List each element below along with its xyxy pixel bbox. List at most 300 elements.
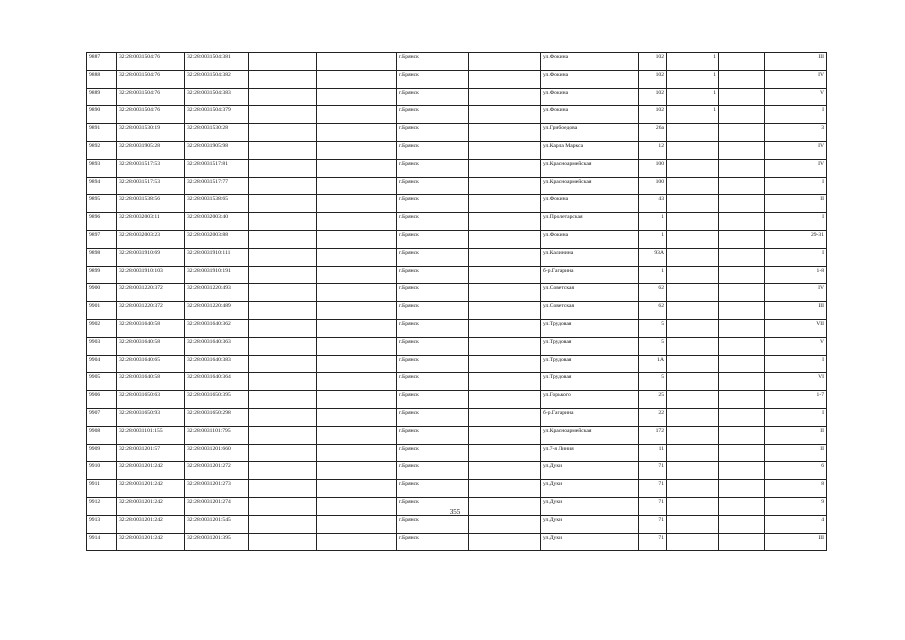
cadastral-number: 32:28:0031504:381 xyxy=(185,53,249,71)
cadastral-number: 32:28:0032003:40 xyxy=(185,213,249,231)
table-row xyxy=(87,230,827,248)
cadastral-number-parent: 32:28:0031201:242 xyxy=(117,497,185,515)
empty-cell xyxy=(469,141,541,159)
street-cell: ул.Фокина xyxy=(541,88,639,106)
empty-cell xyxy=(469,497,541,515)
table-body xyxy=(87,53,827,551)
registry-table xyxy=(86,52,827,551)
house-number-cell: 71 xyxy=(639,533,667,551)
street-cell: ул.Фокина xyxy=(541,106,639,124)
page-number: 355 xyxy=(449,508,461,516)
city-cell: г.Брянск xyxy=(397,462,469,480)
house-number-cell: 102 xyxy=(639,88,667,106)
cadastral-number-parent: 32:28:0031201:242 xyxy=(117,480,185,498)
cadastral-number: 32:28:0031530:28 xyxy=(185,124,249,142)
street-cell: ул.Дуки xyxy=(541,480,639,498)
table-row xyxy=(87,373,827,391)
street-cell: ул.Горького xyxy=(541,391,639,409)
table-row xyxy=(87,319,827,337)
empty-cell xyxy=(317,497,397,515)
count-cell xyxy=(667,462,719,480)
street-cell: ул.Красноармейская xyxy=(541,426,639,444)
room-number-cell: 1-8 xyxy=(765,266,827,284)
city-cell: г.Брянск xyxy=(397,124,469,142)
row-number: 9901 xyxy=(87,302,117,320)
row-number: 9909 xyxy=(87,444,117,462)
city-cell: г.Брянск xyxy=(397,88,469,106)
empty-cell xyxy=(469,53,541,71)
room-number-cell: 4 xyxy=(765,515,827,533)
empty-cell xyxy=(719,355,765,373)
cadastral-number: 32:28:0031905:98 xyxy=(185,141,249,159)
city-cell: г.Брянск xyxy=(397,106,469,124)
empty-cell xyxy=(719,248,765,266)
empty-cell xyxy=(249,70,317,88)
cadastral-number: 32:28:0031504:382 xyxy=(185,70,249,88)
empty-cell xyxy=(249,230,317,248)
empty-cell xyxy=(249,533,317,551)
empty-cell xyxy=(719,70,765,88)
house-number-cell: 100 xyxy=(639,177,667,195)
empty-cell xyxy=(317,319,397,337)
cadastral-number: 32:28:0031640:362 xyxy=(185,319,249,337)
room-number-cell: I xyxy=(765,177,827,195)
empty-cell xyxy=(317,408,397,426)
cadastral-number: 32:28:0031220:489 xyxy=(185,302,249,320)
street-cell: б-р.Гагарина xyxy=(541,408,639,426)
empty-cell xyxy=(719,515,765,533)
cadastral-number-parent: 32:28:0031530:19 xyxy=(117,124,185,142)
city-cell: г.Брянск xyxy=(397,533,469,551)
room-number-cell: II xyxy=(765,426,827,444)
empty-cell xyxy=(317,53,397,71)
row-number: 9888 xyxy=(87,70,117,88)
cadastral-number: 32:28:0031201:274 xyxy=(185,497,249,515)
table-row xyxy=(87,124,827,142)
count-cell xyxy=(667,248,719,266)
cadastral-number: 32:28:0031640:383 xyxy=(185,355,249,373)
empty-cell xyxy=(719,266,765,284)
count-cell xyxy=(667,141,719,159)
empty-cell xyxy=(249,159,317,177)
cadastral-number: 32:28:0031201:395 xyxy=(185,533,249,551)
cadastral-number: 32:28:0031201:660 xyxy=(185,444,249,462)
house-number-cell: 100 xyxy=(639,159,667,177)
room-number-cell: IV xyxy=(765,141,827,159)
cadastral-number: 32:28:0031201:272 xyxy=(185,462,249,480)
street-cell: б-р.Гагарина xyxy=(541,266,639,284)
city-cell: г.Брянск xyxy=(397,284,469,302)
empty-cell xyxy=(249,88,317,106)
house-number-cell: 71 xyxy=(639,515,667,533)
row-number: 9897 xyxy=(87,230,117,248)
cadastral-number-parent: 32:28:0031504:76 xyxy=(117,53,185,71)
table-row xyxy=(87,195,827,213)
table-row xyxy=(87,462,827,480)
street-cell: ул.Фокина xyxy=(541,53,639,71)
house-number-cell: 11 xyxy=(639,444,667,462)
house-number-cell: 1А xyxy=(639,355,667,373)
empty-cell xyxy=(719,159,765,177)
table-row xyxy=(87,159,827,177)
table-row xyxy=(87,177,827,195)
house-number-cell: 62 xyxy=(639,302,667,320)
empty-cell xyxy=(249,515,317,533)
row-number: 9893 xyxy=(87,159,117,177)
house-number-cell: 71 xyxy=(639,497,667,515)
house-number-cell: 172 xyxy=(639,426,667,444)
street-cell: ул.Красноармейская xyxy=(541,177,639,195)
cadastral-number-parent: 32:28:0031905:28 xyxy=(117,141,185,159)
count-cell xyxy=(667,124,719,142)
row-number: 9902 xyxy=(87,319,117,337)
table-row xyxy=(87,337,827,355)
street-cell: ул.Дуки xyxy=(541,497,639,515)
street-cell: ул.Фокина xyxy=(541,230,639,248)
cadastral-number: 32:28:0031201:273 xyxy=(185,480,249,498)
house-number-cell: 22 xyxy=(639,408,667,426)
row-number: 9898 xyxy=(87,248,117,266)
empty-cell xyxy=(719,319,765,337)
cadastral-number: 32:28:0031517:81 xyxy=(185,159,249,177)
room-number-cell: I xyxy=(765,355,827,373)
count-cell xyxy=(667,284,719,302)
empty-cell xyxy=(469,355,541,373)
empty-cell xyxy=(469,177,541,195)
cadastral-number: 32:28:0031517:77 xyxy=(185,177,249,195)
empty-cell xyxy=(719,195,765,213)
empty-cell xyxy=(719,53,765,71)
empty-cell xyxy=(719,124,765,142)
street-cell: ул.Пролетарская xyxy=(541,213,639,231)
empty-cell xyxy=(469,70,541,88)
house-number-cell: 71 xyxy=(639,480,667,498)
cadastral-number-parent: 32:28:0031517:53 xyxy=(117,177,185,195)
house-number-cell: 5 xyxy=(639,319,667,337)
count-cell xyxy=(667,373,719,391)
empty-cell xyxy=(469,373,541,391)
count-cell: 1 xyxy=(667,106,719,124)
row-number: 9911 xyxy=(87,480,117,498)
count-cell xyxy=(667,426,719,444)
table-row xyxy=(87,302,827,320)
cadastral-number-parent: 32:28:0032003:11 xyxy=(117,213,185,231)
cadastral-number-parent: 32:28:0031640:58 xyxy=(117,337,185,355)
row-number: 9906 xyxy=(87,391,117,409)
cadastral-number-parent: 32:28:0031517:53 xyxy=(117,159,185,177)
house-number-cell: 25 xyxy=(639,391,667,409)
count-cell: 1 xyxy=(667,88,719,106)
empty-cell xyxy=(469,106,541,124)
empty-cell xyxy=(469,248,541,266)
city-cell: г.Брянск xyxy=(397,248,469,266)
table-row xyxy=(87,355,827,373)
count-cell: 1 xyxy=(667,70,719,88)
empty-cell xyxy=(249,53,317,71)
empty-cell xyxy=(317,373,397,391)
empty-cell xyxy=(317,266,397,284)
empty-cell xyxy=(469,124,541,142)
street-cell: ул.Трудовая xyxy=(541,319,639,337)
street-cell: ул.Красноармейская xyxy=(541,159,639,177)
table-row xyxy=(87,426,827,444)
cadastral-number: 32:28:0031910:111 xyxy=(185,248,249,266)
street-cell: ул.Трудовая xyxy=(541,355,639,373)
street-cell: ул.7-я Линия xyxy=(541,444,639,462)
table-row xyxy=(87,284,827,302)
empty-cell xyxy=(469,480,541,498)
room-number-cell: I xyxy=(765,213,827,231)
cadastral-number-parent: 32:28:0031101:155 xyxy=(117,426,185,444)
cadastral-number-parent: 32:28:0031504:76 xyxy=(117,106,185,124)
empty-cell xyxy=(469,391,541,409)
house-number-cell: 1 xyxy=(639,266,667,284)
table-row xyxy=(87,88,827,106)
city-cell: г.Брянск xyxy=(397,177,469,195)
cadastral-number-parent: 32:28:0031640:65 xyxy=(117,355,185,373)
empty-cell xyxy=(317,462,397,480)
city-cell: г.Брянск xyxy=(397,426,469,444)
count-cell xyxy=(667,266,719,284)
street-cell: ул.Фокина xyxy=(541,195,639,213)
house-number-cell: 93А xyxy=(639,248,667,266)
empty-cell xyxy=(719,213,765,231)
cadastral-number: 32:28:0031538:65 xyxy=(185,195,249,213)
room-number-cell: IV xyxy=(765,284,827,302)
empty-cell xyxy=(317,124,397,142)
street-cell: ул.Карла Маркса xyxy=(541,141,639,159)
count-cell xyxy=(667,177,719,195)
empty-cell xyxy=(469,515,541,533)
empty-cell xyxy=(719,337,765,355)
cadastral-number-parent: 32:28:0031504:76 xyxy=(117,88,185,106)
count-cell xyxy=(667,302,719,320)
row-number: 9903 xyxy=(87,337,117,355)
empty-cell xyxy=(317,355,397,373)
cadastral-number: 32:28:0031640:363 xyxy=(185,337,249,355)
street-cell: ул.Советская xyxy=(541,302,639,320)
street-cell: ул.Советская xyxy=(541,284,639,302)
empty-cell xyxy=(719,106,765,124)
city-cell: г.Брянск xyxy=(397,195,469,213)
house-number-cell: 26а xyxy=(639,124,667,142)
street-cell: ул.Грибоедова xyxy=(541,124,639,142)
empty-cell xyxy=(317,337,397,355)
row-number: 9892 xyxy=(87,141,117,159)
table-row xyxy=(87,266,827,284)
cadastral-number-parent: 32:28:0031640:58 xyxy=(117,373,185,391)
cadastral-number-parent: 32:28:0031538:56 xyxy=(117,195,185,213)
city-cell: г.Брянск xyxy=(397,70,469,88)
empty-cell xyxy=(317,480,397,498)
empty-cell xyxy=(249,284,317,302)
table-row xyxy=(87,408,827,426)
empty-cell xyxy=(469,337,541,355)
cadastral-number: 32:28:0031910:191 xyxy=(185,266,249,284)
table-row xyxy=(87,480,827,498)
count-cell xyxy=(667,480,719,498)
empty-cell xyxy=(317,88,397,106)
cadastral-number: 32:28:0031504:379 xyxy=(185,106,249,124)
empty-cell xyxy=(719,533,765,551)
row-number: 9896 xyxy=(87,213,117,231)
house-number-cell: 43 xyxy=(639,195,667,213)
house-number-cell: 5 xyxy=(639,373,667,391)
empty-cell xyxy=(317,141,397,159)
city-cell: г.Брянск xyxy=(397,141,469,159)
empty-cell xyxy=(719,230,765,248)
empty-cell xyxy=(249,124,317,142)
street-cell: ул.Фокина xyxy=(541,70,639,88)
room-number-cell: IV xyxy=(765,70,827,88)
house-number-cell: 102 xyxy=(639,70,667,88)
city-cell: г.Брянск xyxy=(397,159,469,177)
empty-cell xyxy=(317,230,397,248)
row-number: 9910 xyxy=(87,462,117,480)
city-cell: г.Брянск xyxy=(397,480,469,498)
row-number: 9908 xyxy=(87,426,117,444)
empty-cell xyxy=(317,533,397,551)
count-cell xyxy=(667,319,719,337)
empty-cell xyxy=(249,177,317,195)
room-number-cell: III xyxy=(765,53,827,71)
row-number: 9887 xyxy=(87,53,117,71)
count-cell xyxy=(667,195,719,213)
empty-cell xyxy=(249,266,317,284)
count-cell xyxy=(667,515,719,533)
empty-cell xyxy=(317,302,397,320)
house-number-cell: 102 xyxy=(639,53,667,71)
empty-cell xyxy=(317,284,397,302)
empty-cell xyxy=(719,444,765,462)
empty-cell xyxy=(249,106,317,124)
count-cell xyxy=(667,533,719,551)
cadastral-number-parent: 32:28:0031504:76 xyxy=(117,70,185,88)
empty-cell xyxy=(317,391,397,409)
empty-cell xyxy=(249,195,317,213)
row-number: 9904 xyxy=(87,355,117,373)
room-number-cell: IV xyxy=(765,159,827,177)
count-cell xyxy=(667,230,719,248)
empty-cell xyxy=(249,480,317,498)
room-number-cell: II xyxy=(765,444,827,462)
empty-cell xyxy=(719,177,765,195)
row-number: 9894 xyxy=(87,177,117,195)
empty-cell xyxy=(249,319,317,337)
street-cell: ул.Дуки xyxy=(541,515,639,533)
house-number-cell: 102 xyxy=(639,106,667,124)
empty-cell xyxy=(469,533,541,551)
empty-cell xyxy=(317,248,397,266)
empty-cell xyxy=(719,462,765,480)
room-number-cell: 6 xyxy=(765,462,827,480)
count-cell xyxy=(667,355,719,373)
room-number-cell: I xyxy=(765,408,827,426)
empty-cell xyxy=(249,302,317,320)
room-number-cell: II xyxy=(765,195,827,213)
row-number: 9912 xyxy=(87,497,117,515)
cadastral-number: 32:28:0031640:364 xyxy=(185,373,249,391)
city-cell: г.Брянск xyxy=(397,319,469,337)
house-number-cell: 12 xyxy=(639,141,667,159)
row-number: 9899 xyxy=(87,266,117,284)
cadastral-number: 32:28:0031101:795 xyxy=(185,426,249,444)
empty-cell xyxy=(469,195,541,213)
cadastral-number-parent: 32:28:0031220:372 xyxy=(117,284,185,302)
row-number: 9914 xyxy=(87,533,117,551)
empty-cell xyxy=(317,444,397,462)
empty-cell xyxy=(249,141,317,159)
city-cell: г.Брянск xyxy=(397,515,469,533)
table-row xyxy=(87,53,827,71)
empty-cell xyxy=(249,408,317,426)
row-number: 9890 xyxy=(87,106,117,124)
empty-cell xyxy=(719,88,765,106)
empty-cell xyxy=(317,195,397,213)
count-cell xyxy=(667,213,719,231)
cadastral-number: 32:28:0032003:88 xyxy=(185,230,249,248)
street-cell: ул.Трудовая xyxy=(541,337,639,355)
table-row xyxy=(87,444,827,462)
empty-cell xyxy=(719,426,765,444)
empty-cell xyxy=(469,426,541,444)
empty-cell xyxy=(719,141,765,159)
table-row xyxy=(87,248,827,266)
room-number-cell: I xyxy=(765,106,827,124)
room-number-cell: 29-31 xyxy=(765,230,827,248)
empty-cell xyxy=(469,213,541,231)
table-row xyxy=(87,213,827,231)
room-number-cell: III xyxy=(765,302,827,320)
empty-cell xyxy=(469,284,541,302)
city-cell: г.Брянск xyxy=(397,408,469,426)
empty-cell xyxy=(317,106,397,124)
room-number-cell: III xyxy=(765,533,827,551)
house-number-cell: 1 xyxy=(639,213,667,231)
cadastral-number-parent: 32:28:0032003:23 xyxy=(117,230,185,248)
room-number-cell: 8 xyxy=(765,480,827,498)
count-cell xyxy=(667,497,719,515)
empty-cell xyxy=(469,88,541,106)
empty-cell xyxy=(317,177,397,195)
row-number: 9905 xyxy=(87,373,117,391)
house-number-cell: 71 xyxy=(639,462,667,480)
empty-cell xyxy=(469,266,541,284)
empty-cell xyxy=(249,248,317,266)
room-number-cell: I xyxy=(765,248,827,266)
table-row xyxy=(87,70,827,88)
empty-cell xyxy=(317,70,397,88)
empty-cell xyxy=(317,159,397,177)
cadastral-number: 32:28:0031201:545 xyxy=(185,515,249,533)
city-cell: г.Брянск xyxy=(397,391,469,409)
empty-cell xyxy=(719,302,765,320)
empty-cell xyxy=(469,159,541,177)
empty-cell xyxy=(249,497,317,515)
empty-cell xyxy=(249,355,317,373)
count-cell xyxy=(667,444,719,462)
city-cell: г.Брянск xyxy=(397,213,469,231)
city-cell: г.Брянск xyxy=(397,497,469,515)
table-row xyxy=(87,391,827,409)
empty-cell xyxy=(249,373,317,391)
city-cell: г.Брянск xyxy=(397,302,469,320)
empty-cell xyxy=(719,497,765,515)
row-number: 9895 xyxy=(87,195,117,213)
street-cell: ул.Дуки xyxy=(541,533,639,551)
cadastral-number-parent: 32:28:0031201:242 xyxy=(117,533,185,551)
room-number-cell: VII xyxy=(765,319,827,337)
